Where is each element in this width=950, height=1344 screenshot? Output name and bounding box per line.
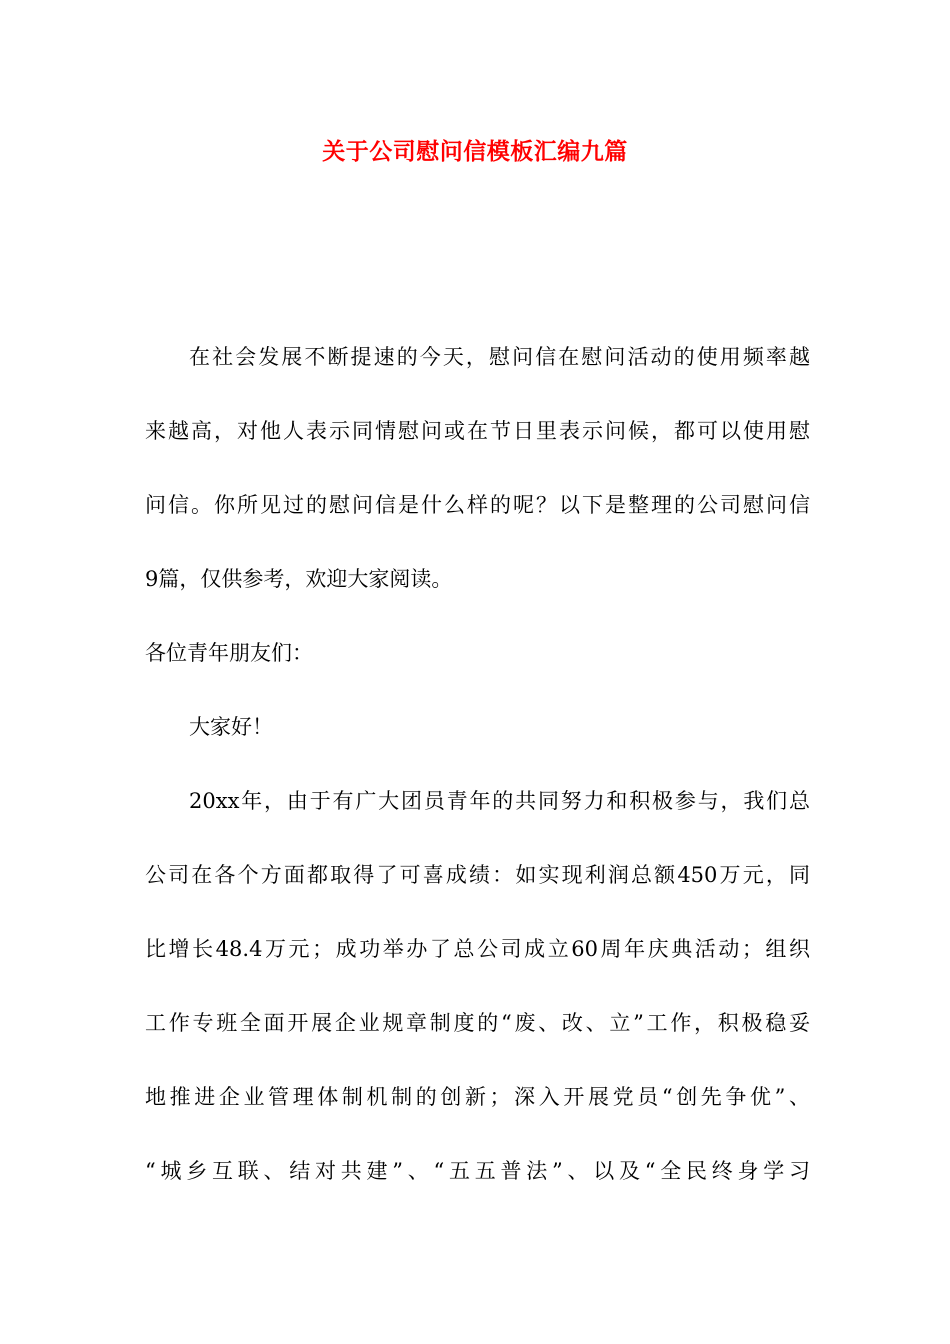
document-body bbox=[145, 320, 810, 1208]
body-line: 公司在各个方面都取得了可喜成绩：如实现利润总额450万元，同 bbox=[145, 863, 810, 887]
intro-line: 在社会发展不断提速的今天，慰问信在慰问活动的使用频率越 bbox=[189, 345, 810, 369]
intro-line: 9篇，仅供参考，欢迎大家阅读。 bbox=[145, 567, 453, 591]
body-line: 工作专班全面开展企业规章制度的“废、改、立”工作，积极稳妥 bbox=[145, 1011, 810, 1035]
body-line: “城乡互联、结对共建”、“五五普法”、以及“全民终身学习 bbox=[145, 1159, 810, 1183]
body-line: 20xx年，由于有广大团员青年的共同努力和积极参与，我们总 bbox=[189, 789, 810, 813]
salutation: 各位青年朋友们： bbox=[145, 641, 313, 665]
document-title: 关于公司慰问信模板汇编九篇 bbox=[322, 139, 628, 165]
intro-line: 来越高，对他人表示同情慰问或在节日里表示问候，都可以使用慰 bbox=[145, 419, 810, 443]
greeting: 大家好！ bbox=[189, 715, 273, 739]
body-line: 比增长48.4万元；成功举办了总公司成立60周年庆典活动；组织 bbox=[145, 937, 810, 961]
body-line: 地推进企业管理体制机制的创新；深入开展党员“创先争优”、 bbox=[145, 1085, 810, 1109]
intro-line: 问信。你所见过的慰问信是什么样的呢？以下是整理的公司慰问信 bbox=[145, 493, 810, 517]
